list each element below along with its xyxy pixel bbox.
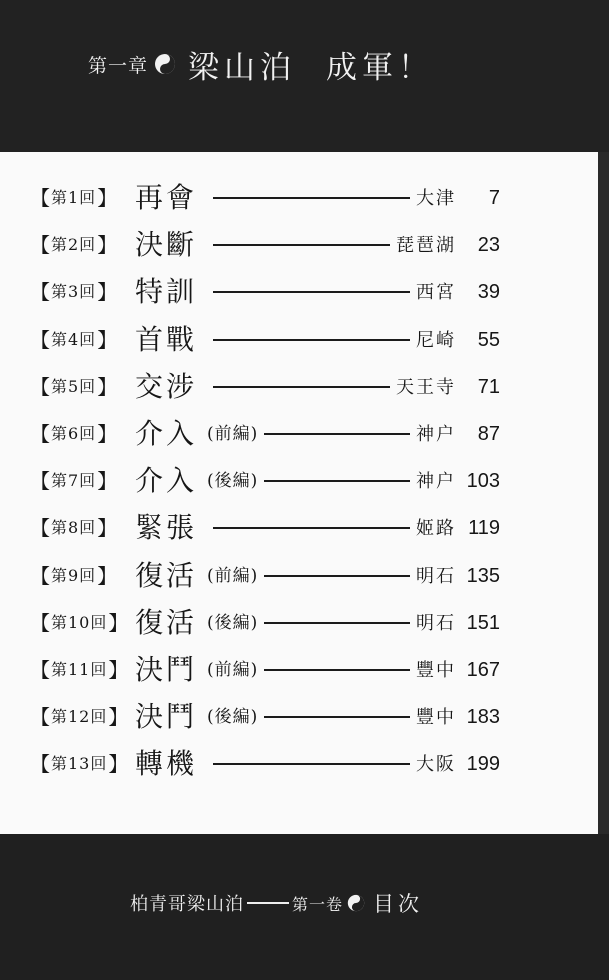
episode-title-main: 交涉 [135, 369, 198, 403]
episode-location: 大阪 [416, 754, 456, 776]
open-bracket: 【 [30, 327, 50, 352]
episode-title-main: 復活 [135, 605, 198, 639]
episode-title-main: 緊張 [135, 511, 198, 545]
episode-location: 豐中 [416, 707, 456, 729]
page-number: 103 [466, 470, 500, 493]
episode-title-main: 介入 [135, 464, 198, 498]
episode-title-main: 決鬥 [135, 653, 198, 686]
leader-line [264, 433, 410, 435]
leader-line [264, 716, 410, 718]
open-bracket: 【 [30, 469, 50, 494]
episode-location: 姬路 [416, 518, 456, 540]
episode-number: 第6回 [51, 424, 97, 443]
open-bracket: 【 [30, 374, 50, 399]
page-number: 55 [477, 328, 500, 351]
close-bracket: 】 [108, 705, 129, 730]
footer-dash [247, 902, 289, 904]
episode-number: 第5回 [51, 376, 97, 396]
page-number: 71 [477, 375, 500, 398]
page-number: 167 [466, 659, 500, 681]
toc-row [0, 416, 598, 452]
episode-label [30, 752, 128, 776]
episode-label [30, 516, 117, 540]
page-number: 39 [477, 281, 500, 304]
open-bracket: 【 [30, 610, 50, 635]
chapter-header [0, 0, 609, 152]
episode-title-part: (前編) [207, 424, 259, 444]
episode-location: 大津 [416, 188, 456, 209]
episode-label [30, 422, 117, 446]
toc-row [0, 746, 598, 782]
yin-yang-icon [154, 53, 176, 75]
episode-title [135, 652, 258, 688]
leader-line [213, 386, 390, 388]
episode-location: 西宮 [416, 282, 456, 304]
leader-line [264, 480, 410, 482]
leader-line [264, 575, 410, 577]
toc-row [0, 652, 598, 688]
close-bracket: 】 [108, 752, 129, 777]
episode-title [135, 463, 258, 499]
toc-row [0, 227, 598, 263]
open-bracket: 【 [30, 516, 50, 541]
episode-number: 第4回 [51, 329, 97, 349]
episode-location: 天王寺 [396, 376, 456, 398]
episode-title-part: (後編) [207, 471, 259, 492]
episode-label [30, 611, 128, 635]
episode-title [135, 274, 207, 310]
episode-title-main: 決斷 [135, 228, 198, 262]
episode-title [135, 322, 207, 358]
episode-title [135, 369, 207, 405]
open-bracket: 【 [30, 705, 50, 730]
close-bracket: 】 [97, 374, 118, 399]
open-bracket: 【 [30, 186, 50, 210]
episode-label [30, 564, 117, 588]
close-bracket: 】 [108, 610, 129, 635]
episode-title [135, 227, 207, 263]
page-footer [0, 834, 609, 980]
page-number: 183 [466, 706, 500, 729]
episode-label [30, 328, 117, 352]
toc-row [0, 463, 598, 499]
page-number: 151 [466, 611, 500, 634]
episode-location: 神户 [416, 471, 456, 493]
leader-line [213, 244, 390, 246]
toc-row [0, 180, 598, 216]
episode-location: 神户 [416, 424, 456, 445]
footer-caption [130, 888, 423, 918]
episode-number: 第11回 [51, 660, 108, 679]
episode-label [30, 375, 117, 399]
episode-label [30, 658, 128, 682]
close-bracket: 】 [97, 563, 118, 588]
page-number: 87 [477, 423, 500, 445]
close-bracket: 】 [97, 280, 118, 305]
episode-title-main: 特訓 [135, 275, 198, 309]
episode-location: 琵琶湖 [396, 235, 456, 257]
episode-label [30, 186, 117, 210]
episode-number: 第2回 [51, 235, 97, 255]
chapter-heading [88, 42, 434, 86]
toc-row [0, 274, 598, 310]
episode-number: 第9回 [51, 565, 97, 585]
episode-title [135, 699, 258, 735]
footer-volume: 第一卷 [292, 894, 344, 914]
open-bracket: 【 [30, 563, 50, 588]
episode-label [30, 280, 117, 304]
footer-section: 目次 [373, 892, 424, 916]
episode-title-main: 首戰 [135, 322, 198, 356]
episode-location: 豐中 [416, 660, 456, 681]
page-number: 7 [488, 187, 500, 209]
leader-line [213, 197, 410, 199]
episode-title [135, 558, 258, 594]
toc-row [0, 322, 598, 358]
episode-number: 第7回 [51, 471, 97, 491]
episode-title-main: 決鬥 [135, 700, 198, 734]
episode-title-part: (前編) [207, 660, 259, 680]
chapter-title-part2: 成軍！ [326, 49, 435, 86]
close-bracket: 】 [97, 422, 118, 446]
episode-title [135, 416, 258, 452]
close-bracket: 】 [97, 516, 118, 541]
episode-title-main: 介入 [135, 417, 198, 450]
open-bracket: 【 [30, 658, 50, 682]
chapter-title-part1: 梁山泊 [188, 49, 297, 86]
close-bracket: 】 [97, 186, 118, 210]
episode-title-part: (後編) [207, 612, 259, 633]
episode-number: 第1回 [51, 188, 97, 207]
footer-series-title: 柏青哥梁山泊 [130, 894, 244, 915]
episode-location: 明石 [416, 612, 456, 634]
episode-title-part: (後編) [207, 707, 259, 728]
toc-row [0, 699, 598, 735]
episode-title [135, 510, 207, 546]
leader-line [213, 291, 410, 293]
episode-number: 第8回 [51, 518, 97, 538]
open-bracket: 【 [30, 233, 50, 258]
leader-line [264, 622, 410, 624]
open-bracket: 【 [30, 422, 50, 446]
chapter-number: 第一章 [88, 54, 149, 77]
episode-number: 第13回 [51, 754, 108, 774]
episode-title [135, 746, 207, 782]
toc-row [0, 369, 598, 405]
leader-line [213, 763, 410, 765]
leader-line [264, 669, 410, 671]
leader-line [213, 527, 410, 529]
table-of-contents [0, 152, 598, 834]
page-number: 23 [477, 234, 500, 257]
episode-number: 第3回 [51, 282, 97, 302]
close-bracket: 】 [97, 233, 118, 258]
toc-row [0, 510, 598, 546]
episode-location: 明石 [416, 565, 456, 587]
episode-number: 第10回 [51, 612, 108, 632]
close-bracket: 】 [108, 658, 129, 682]
episode-location: 尼崎 [416, 329, 456, 351]
episode-title-main: 復活 [135, 558, 198, 592]
episode-title-main: 再會 [135, 181, 198, 214]
open-bracket: 【 [30, 280, 50, 305]
episode-title-main: 轉機 [135, 747, 198, 781]
episode-title-part: (前編) [207, 565, 259, 586]
leader-line [213, 339, 410, 341]
episode-label [30, 469, 117, 493]
episode-number: 第12回 [51, 707, 108, 727]
episode-title [135, 180, 207, 216]
close-bracket: 】 [97, 469, 118, 494]
page-number: 199 [466, 753, 500, 776]
toc-row [0, 558, 598, 594]
episode-label [30, 233, 117, 257]
open-bracket: 【 [30, 752, 50, 777]
episode-title [135, 605, 258, 641]
episode-label [30, 705, 128, 729]
close-bracket: 】 [97, 327, 118, 352]
page-edge-strip [598, 152, 609, 834]
yin-yang-icon [347, 894, 365, 912]
page-number: 135 [466, 564, 500, 587]
toc-row [0, 605, 598, 641]
page-number: 119 [468, 517, 500, 540]
